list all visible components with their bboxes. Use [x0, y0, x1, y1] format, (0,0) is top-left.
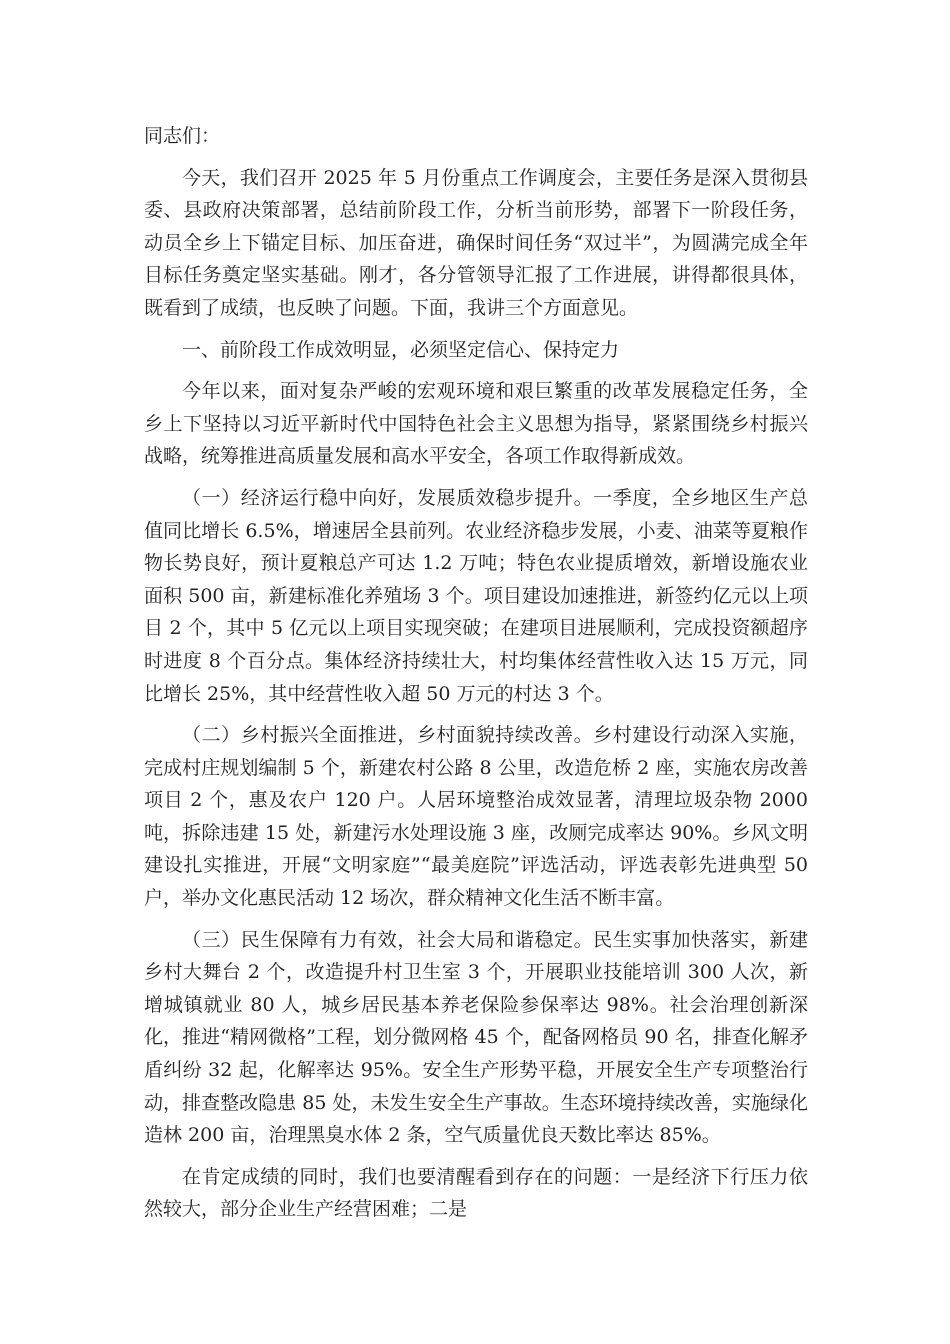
greeting: 同志们：: [144, 125, 221, 147]
document-page: [144, 120, 808, 1235]
problems-paragraph: 在肯定成绩的同时，我们也要清醒看到存在的问题：一是经济下行压力依然较大，部分企业生产经营困难；二是: [144, 1165, 808, 1221]
overview-paragraph: 今年以来，面对复杂严峻的宏观环境和艰巨繁重的改革发展稳定任务，全乡上下坚持以习近平新时代中国特色社会主义思想为指导，紧紧围绕乡村振兴战略，统筹推进高质量发展和高水平安全，各项工作取得新成效。: [144, 380, 808, 468]
rural-revitalization-paragraph: （二）乡村振兴全面推进，乡村面貌持续改善。乡村建设行动深入实施，完成村庄规划编制 5 个，新建农村公路 8 公里，改造危桥 2 座，实施农房改善项目 2 个，惠及农户 120 户。人居环境整治成效显著，清理垃圾杂物 2000 吨，拆除违建 15 处，新建污水处理设施 3 座，改厕完成率达 90%。乡风文明建设扎实推进，开展“文明家庭”“最美庭院”评选活动，评选表彰先进典型 50 户，举办文化惠民活动 12 场次，群众精神文化生活不断丰富。: [144, 724, 808, 910]
intro-paragraph: 今天，我们召开 2025 年 5 月份重点工作调度会，主要任务是深入贯彻县委、县政府决策部署，总结前阶段工作，分析当前形势，部署下一阶段任务，动员全乡上下锚定目标、加压奋进，确保时间任务“双过半”，为圆满完成全年目标任务奠定坚实基础。刚才，各分管领导汇报了工作进展，讲得都很具体，既看到了成绩，也反映了问题。下面，我讲三个方面意见。: [144, 166, 808, 319]
section-heading: 一、前阶段工作成效明显，必须坚定信心、保持定力: [182, 338, 620, 361]
livelihood-paragraph: （三）民生保障有力有效，社会大局和谐稳定。民生实事加快落实，新建乡村大舞台 2 个，改造提升村卫生室 3 个，开展职业技能培训 300 人次，新增城镇就业 80 人，城乡居民基本养老保险参保率达 98%。社会治理创新深化，推进“精网微格”工程，划分微网格 45 个，配备网格员 90 名，排查化解矛盾纠纷 32 起，化解率达 95%。安全生产形势平稳，开展安全生产专项整治行动，排查整改隐患 85 处，未发生安全生产事故。生态环境持续改善，实施绿化造林 200 亩，治理黑臭水体 2 条，空气质量优良天数比率达 85%。: [144, 928, 808, 1147]
economy-paragraph: （一）经济运行稳中向好，发展质效稳步提升。一季度，全乡地区生产总值同比增长 6.5%，增速居全县前列。农业经济稳步发展，小麦、油菜等夏粮作物长势良好，预计夏粮总产可达 1.2 万吨；特色农业提质增效，新增设施农业面积 500 亩，新建标准化养殖场 3 个。项目建设加速推进，新签约亿元以上项目 2 个，其中 5 亿元以上项目实现突破；在建项目进展顺利，完成投资额超序时进度 8 个百分点。集体经济持续壮大，村均集体经营性收入达 15 万元，同比增长 25%，其中经营性收入超 50 万元的村达 3 个。: [144, 486, 808, 705]
